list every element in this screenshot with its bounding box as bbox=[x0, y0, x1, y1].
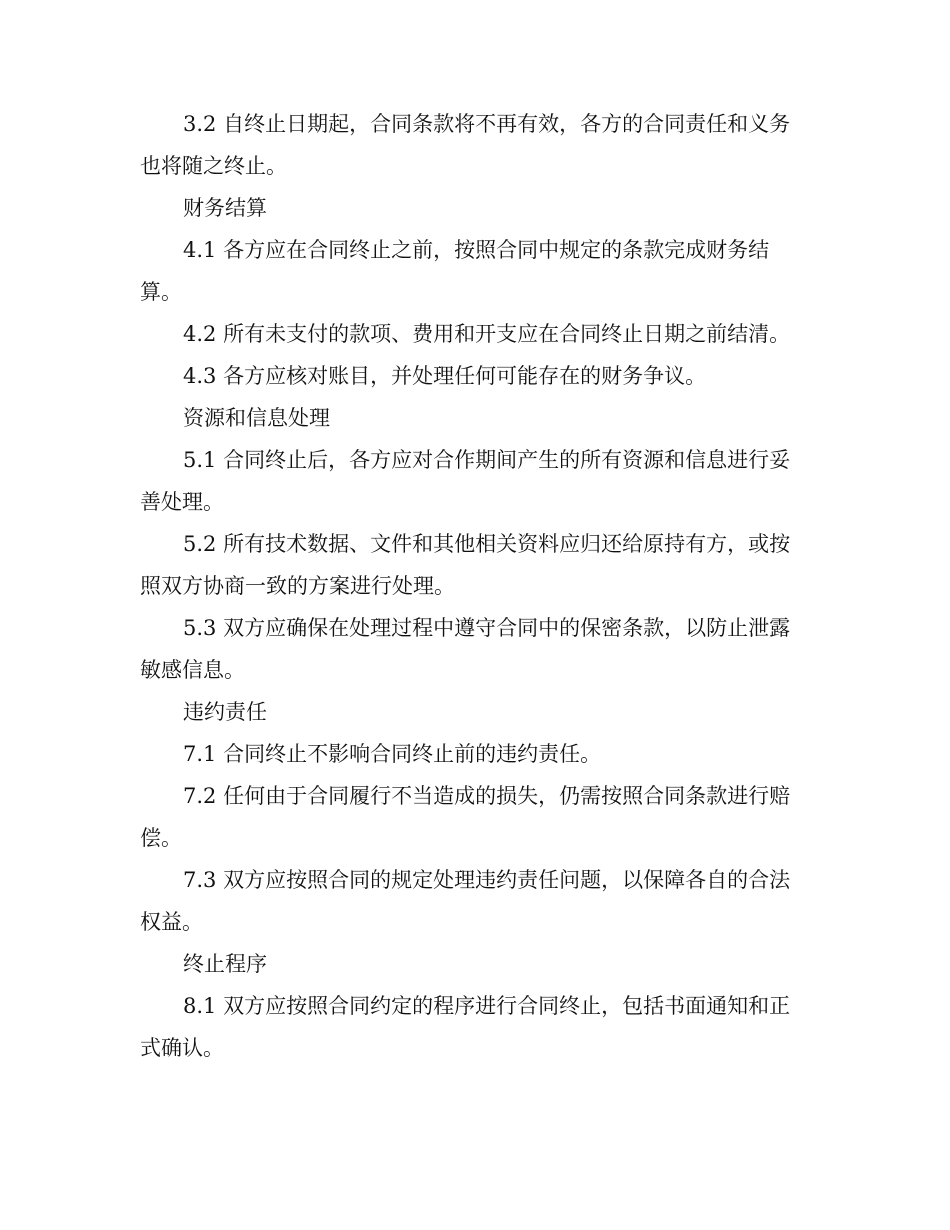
clause-8-1: 8.1 双方应按照合同约定的程序进行合同终止，包括书面通知和正式确认。 bbox=[140, 994, 791, 1060]
clause-5-2: 5.2 所有技术数据、文件和其他相关资料应归还给原持有方，或按照双方协商一致的方案进行处理。 bbox=[140, 532, 791, 598]
clause-5-1: 5.1 合同终止后，各方应对合作期间产生的所有资源和信息进行妥善处理。 bbox=[140, 448, 791, 514]
clause-3-2: 3.2 自终止日期起，合同条款将不再有效，各方的合同责任和义务也将随之终止。 bbox=[140, 112, 791, 178]
clause-7-2: 7.2 任何由于合同履行不当造成的损失，仍需按照合同条款进行赔偿。 bbox=[140, 784, 791, 850]
clause-7-1: 7.1 合同终止不影响合同终止前的违约责任。 bbox=[183, 742, 602, 766]
section-heading-termination-procedure: 终止程序 bbox=[183, 952, 267, 976]
clause-4-3: 4.3 各方应核对账目，并处理任何可能存在的财务争议。 bbox=[183, 364, 707, 388]
clause-4-1: 4.1 各方应在合同终止之前，按照合同中规定的条款完成财务结算。 bbox=[140, 238, 770, 304]
clause-4-2: 4.2 所有未支付的款项、费用和开支应在合同终止日期之前结清。 bbox=[183, 322, 791, 346]
section-heading-breach-liability: 违约责任 bbox=[183, 700, 267, 724]
clause-7-3: 7.3 双方应按照合同的规定处理违约责任问题，以保障各自的合法权益。 bbox=[140, 868, 791, 934]
section-heading-resources-information: 资源和信息处理 bbox=[183, 406, 330, 430]
section-heading-financial-settlement: 财务结算 bbox=[183, 196, 267, 220]
document-body bbox=[140, 103, 800, 1069]
clause-5-3: 5.3 双方应确保在处理过程中遵守合同中的保密条款，以防止泄露敏感信息。 bbox=[140, 616, 791, 682]
